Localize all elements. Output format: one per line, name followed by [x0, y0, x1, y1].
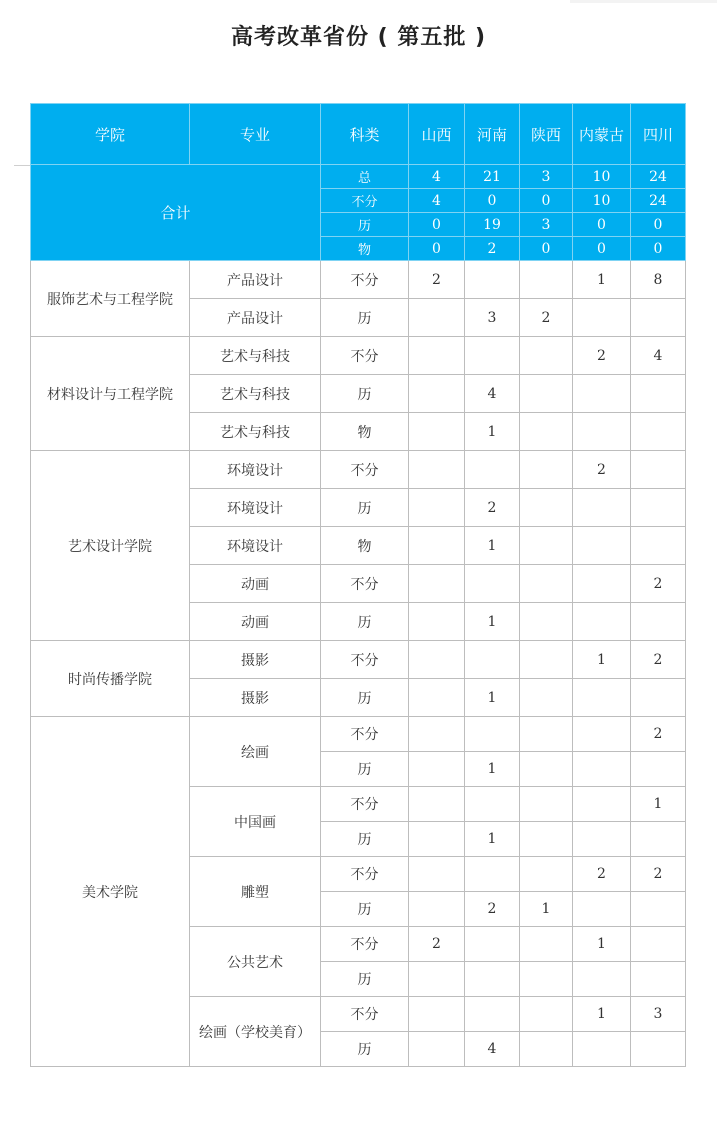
category-cell: 物: [321, 237, 409, 261]
major-cell: 艺术与科技: [190, 337, 321, 375]
header-province: 山西: [409, 104, 465, 165]
value-cell: 0: [409, 213, 465, 237]
value-cell: 2: [573, 451, 631, 489]
category-cell: 不分: [321, 997, 409, 1032]
value-cell: [465, 337, 520, 375]
value-cell: 2: [631, 857, 686, 892]
category-cell: 历: [321, 603, 409, 641]
major-cell: 产品设计: [190, 299, 321, 337]
value-cell: 4: [631, 337, 686, 375]
value-cell: [520, 603, 573, 641]
value-cell: [465, 962, 520, 997]
value-cell: 3: [631, 997, 686, 1032]
category-cell: 不分: [321, 261, 409, 299]
table-row: [31, 717, 686, 752]
value-cell: [409, 997, 465, 1032]
value-cell: [465, 565, 520, 603]
value-cell: [520, 997, 573, 1032]
value-cell: 2: [465, 489, 520, 527]
value-cell: 3: [520, 213, 573, 237]
major-cell: 艺术与科技: [190, 413, 321, 451]
value-cell: [409, 822, 465, 857]
value-cell: [520, 857, 573, 892]
header-province: 四川: [631, 104, 686, 165]
value-cell: 0: [520, 189, 573, 213]
major-cell: 产品设计: [190, 261, 321, 299]
value-cell: [409, 857, 465, 892]
table-row: [31, 641, 686, 679]
value-cell: [520, 641, 573, 679]
value-cell: 2: [631, 641, 686, 679]
value-cell: [573, 413, 631, 451]
value-cell: [520, 787, 573, 822]
page-title: 高考改革省份 ( 第五批 ): [230, 25, 487, 50]
value-cell: 1: [520, 892, 573, 927]
value-cell: 1: [465, 527, 520, 565]
value-cell: [631, 892, 686, 927]
value-cell: 0: [520, 237, 573, 261]
value-cell: [465, 997, 520, 1032]
major-cell: 环境设计: [190, 489, 321, 527]
value-cell: 8: [631, 261, 686, 299]
category-cell: 历: [321, 1032, 409, 1067]
value-cell: [520, 261, 573, 299]
value-cell: 2: [631, 717, 686, 752]
value-cell: 2: [573, 857, 631, 892]
value-cell: [409, 787, 465, 822]
value-cell: 1: [573, 261, 631, 299]
value-cell: [573, 787, 631, 822]
value-cell: [631, 752, 686, 787]
major-cell: 雕塑: [190, 857, 321, 927]
value-cell: 24: [631, 165, 686, 189]
value-cell: 0: [631, 237, 686, 261]
value-cell: 4: [465, 375, 520, 413]
value-cell: [631, 489, 686, 527]
value-cell: 2: [465, 237, 520, 261]
major-cell: 环境设计: [190, 451, 321, 489]
value-cell: [409, 489, 465, 527]
value-cell: 24: [631, 189, 686, 213]
value-cell: [520, 1032, 573, 1067]
value-cell: 1: [465, 752, 520, 787]
value-cell: [520, 413, 573, 451]
value-cell: [573, 603, 631, 641]
college-name: 服饰艺术与工程学院: [31, 261, 190, 337]
category-cell: 不分: [321, 641, 409, 679]
value-cell: [409, 375, 465, 413]
value-cell: [573, 489, 631, 527]
value-cell: [520, 717, 573, 752]
value-cell: [631, 451, 686, 489]
value-cell: 2: [465, 892, 520, 927]
value-cell: [409, 451, 465, 489]
value-cell: [573, 717, 631, 752]
value-cell: [409, 641, 465, 679]
major-cell: 环境设计: [190, 527, 321, 565]
value-cell: 10: [573, 165, 631, 189]
category-cell: 不分: [321, 451, 409, 489]
category-cell: 不分: [321, 717, 409, 752]
category-cell: 历: [321, 679, 409, 717]
major-cell: 绘画: [190, 717, 321, 787]
value-cell: [465, 451, 520, 489]
value-cell: 0: [465, 189, 520, 213]
value-cell: [573, 527, 631, 565]
value-cell: [520, 927, 573, 962]
category-cell: 不分: [321, 337, 409, 375]
category-cell: 不分: [321, 189, 409, 213]
value-cell: [409, 299, 465, 337]
top-divider: [570, 0, 717, 3]
value-cell: 3: [465, 299, 520, 337]
header-province: 陕西: [520, 104, 573, 165]
value-cell: 3: [520, 165, 573, 189]
category-cell: 不分: [321, 787, 409, 822]
value-cell: [573, 962, 631, 997]
category-cell: 不分: [321, 927, 409, 962]
value-cell: [409, 1032, 465, 1067]
value-cell: [520, 679, 573, 717]
value-cell: [631, 603, 686, 641]
value-cell: [631, 679, 686, 717]
value-cell: [465, 641, 520, 679]
header-row: [31, 104, 686, 165]
value-cell: [520, 527, 573, 565]
value-cell: [520, 375, 573, 413]
value-cell: 1: [465, 603, 520, 641]
value-cell: 0: [631, 213, 686, 237]
value-cell: [520, 822, 573, 857]
value-cell: [573, 1032, 631, 1067]
value-cell: [573, 375, 631, 413]
value-cell: [573, 299, 631, 337]
value-cell: 4: [409, 165, 465, 189]
value-cell: [409, 892, 465, 927]
value-cell: [520, 489, 573, 527]
value-cell: 10: [573, 189, 631, 213]
college-name: 时尚传播学院: [31, 641, 190, 717]
category-cell: 历: [321, 962, 409, 997]
major-cell: 动画: [190, 603, 321, 641]
major-cell: 中国画: [190, 787, 321, 857]
header-college: 学院: [31, 104, 190, 165]
major-cell: 摄影: [190, 641, 321, 679]
category-cell: 历: [321, 822, 409, 857]
value-cell: [573, 565, 631, 603]
value-cell: 1: [465, 413, 520, 451]
value-cell: 1: [573, 641, 631, 679]
college-name: 艺术设计学院: [31, 451, 190, 641]
category-cell: 历: [321, 375, 409, 413]
value-cell: 1: [573, 927, 631, 962]
value-cell: [631, 527, 686, 565]
table-body: [31, 165, 686, 1067]
value-cell: 0: [573, 237, 631, 261]
value-cell: 1: [631, 787, 686, 822]
value-cell: 2: [573, 337, 631, 375]
value-cell: [465, 927, 520, 962]
category-cell: 历: [321, 213, 409, 237]
major-cell: 摄影: [190, 679, 321, 717]
value-cell: [465, 857, 520, 892]
value-cell: 1: [465, 679, 520, 717]
header-province: 河南: [465, 104, 520, 165]
value-cell: 19: [465, 213, 520, 237]
enrollment-table: [30, 103, 686, 1067]
category-cell: 历: [321, 752, 409, 787]
value-cell: [520, 752, 573, 787]
value-cell: 1: [573, 997, 631, 1032]
value-cell: 2: [631, 565, 686, 603]
value-cell: [631, 299, 686, 337]
category-cell: 不分: [321, 857, 409, 892]
value-cell: [409, 603, 465, 641]
value-cell: [409, 679, 465, 717]
value-cell: [465, 717, 520, 752]
value-cell: 0: [573, 213, 631, 237]
value-cell: [465, 261, 520, 299]
value-cell: [520, 962, 573, 997]
value-cell: 21: [465, 165, 520, 189]
value-cell: 1: [465, 822, 520, 857]
college-name: 美术学院: [31, 717, 190, 1067]
category-cell: 物: [321, 527, 409, 565]
value-cell: [409, 527, 465, 565]
value-cell: [409, 752, 465, 787]
table-header: [31, 104, 686, 165]
total-row: [31, 165, 686, 189]
value-cell: [573, 752, 631, 787]
category-cell: 物: [321, 413, 409, 451]
value-cell: 2: [409, 261, 465, 299]
value-cell: [573, 822, 631, 857]
header-major: 专业: [190, 104, 321, 165]
table-row: [31, 337, 686, 375]
value-cell: [409, 413, 465, 451]
value-cell: [520, 337, 573, 375]
header-category: 科类: [321, 104, 409, 165]
category-cell: 历: [321, 489, 409, 527]
value-cell: [573, 892, 631, 927]
major-cell: 动画: [190, 565, 321, 603]
table-row: [31, 261, 686, 299]
category-cell: 历: [321, 892, 409, 927]
value-cell: [631, 927, 686, 962]
major-cell: 绘画（学校美育）: [190, 997, 321, 1067]
total-label: 合计: [31, 165, 321, 261]
college-name: 材料设计与工程学院: [31, 337, 190, 451]
value-cell: [631, 413, 686, 451]
value-cell: [409, 565, 465, 603]
value-cell: [409, 717, 465, 752]
header-province: 内蒙古: [573, 104, 631, 165]
value-cell: 4: [409, 189, 465, 213]
major-cell: 公共艺术: [190, 927, 321, 997]
value-cell: [631, 1032, 686, 1067]
value-cell: [520, 565, 573, 603]
value-cell: 0: [409, 237, 465, 261]
value-cell: [465, 787, 520, 822]
category-cell: 不分: [321, 565, 409, 603]
value-cell: 4: [465, 1032, 520, 1067]
category-cell: 总: [321, 165, 409, 189]
major-cell: 艺术与科技: [190, 375, 321, 413]
value-cell: [631, 375, 686, 413]
value-cell: 2: [409, 927, 465, 962]
value-cell: [520, 451, 573, 489]
value-cell: [573, 679, 631, 717]
value-cell: [631, 962, 686, 997]
category-cell: 历: [321, 299, 409, 337]
value-cell: [409, 962, 465, 997]
table-row: [31, 451, 686, 489]
value-cell: [409, 337, 465, 375]
value-cell: 2: [520, 299, 573, 337]
value-cell: [631, 822, 686, 857]
